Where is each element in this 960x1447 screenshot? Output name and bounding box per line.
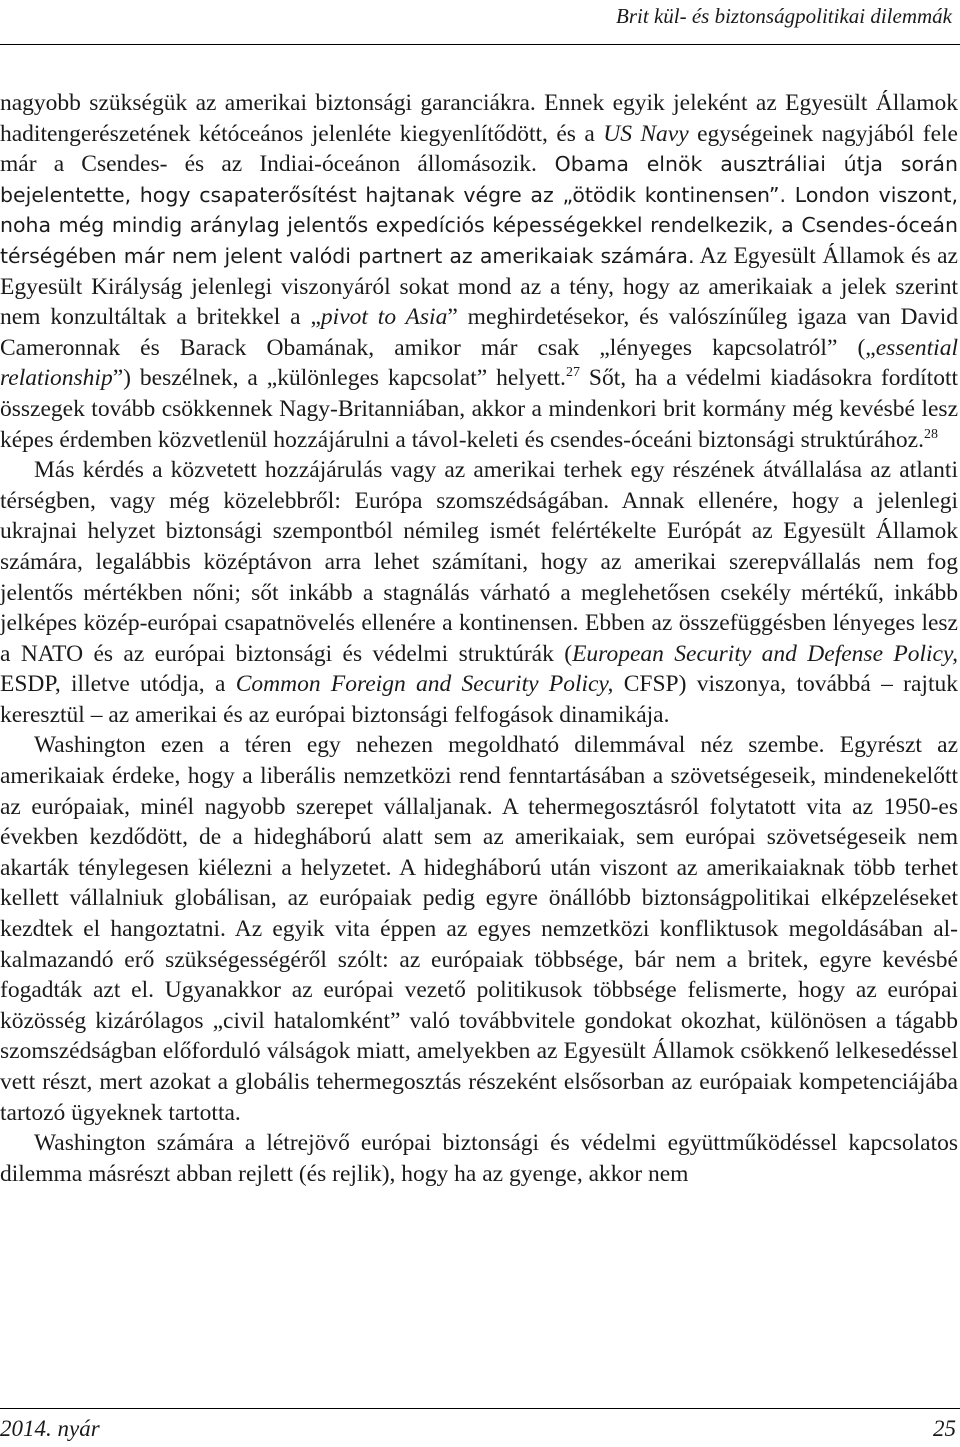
p1-text-j: Sőt, ha a védelmi kiadásokra fordított összegek tovább csökkennek Nagy-Britanniában, akkor a mindenkori brit kormány még kevésbé lesz képes érdemben közvetlenül hozzájárulni a távol-keleti és csendes-óceáni biztonsági struktúrához. <box>0 365 958 453</box>
footnote-ref-27[interactable]: 27 <box>565 365 580 381</box>
p2-text-e: CFSP) viszonya, továbbá – rajtuk keresztül – az amerikai és az európai biztonsági felfogások dinamikája. <box>0 671 958 728</box>
p1-term-us-navy: US Navy <box>603 120 689 147</box>
p1-text-e: Az Egyesült Államok és az Egyesült Királyság jelenlegi viszonyáról sokat mond az a tény, hogy az amerikaiak a jelek szerint nem konzultáltak a britekkel a „ <box>0 242 958 331</box>
p2-text-a: Más kérdés a közvetett hozzájárulás vagy az amerikai terhek egy részének átvállalása az atlanti térségben, vagy még közelebbről: Európa szomszédságában. Annak ellenére, hogy a jelenlegi ukrajnai helyzet biztonsági szempontból némileg ismét felértékelte Európát az Egyesült Államok számára, legalábbis középtávon arra lehet számítani, hogy az amerikai szerepvállalás nem fog jelentős mértékben nőni; sőt inkább a stagnálás várható a meglehetősen csekély mértékű, inkább jelképes közép-európai csapatnövelés ellenére a kontinensen. Ebben az összefüggésben lényeges lesz a NATO és az európai biztonsági és védelmi struktúrák ( <box>0 457 958 667</box>
p1-text-d: Obama elnök ausztráliai útja során bejelentette, hogy csapaterősítést hajtanak végre az „ötödik kontinensen”. London viszont, noha még mindig aránylag jelentős expedíciós képességekkel rendelkezik, a Csendes-óceán térségében már nem jelent valódi partnert az amerikaiak számára. <box>0 152 958 268</box>
p1-term-pivot-to-asia: pivot to Asia <box>320 304 448 331</box>
p1-text-g: ” meghirdetésekor, és valószínűleg igaza van David Cameronnak és Barack Obamának, amikor már csak „lényeges kapcsolatról” („ <box>0 304 958 361</box>
paragraph-2 <box>0 455 958 730</box>
p2-term-esdp: European Security and Defense Policy, <box>572 640 958 667</box>
p1-term-essential-relationship: essential relationship <box>0 334 958 392</box>
p2-text-c: ESDP, illetve utódja, a <box>0 671 236 698</box>
p2-term-cfsp: Common Foreign and Security Policy, <box>235 671 614 698</box>
paragraph-3: Washington ezen a téren egy nehezen megoldható dilemmával néz szembe. Egyrészt az amerikaiak érdeke, hogy a liberális nemzetközi rend fenntartásában a szövetségeseik, mindenekelőtt az európaiak, minél nagyobb szerepet vállaljanak. A tehermegosztásról folytatott vita az 1950-es években kezdődött, de a hidegháború alatt sem az amerikaiak, sem európai szövetségeseik nem akarták ténylegesen kiélezni a helyzetet. A hidegháború után viszont az amerikaiaknak több terhet kellett vállalniuk globálisan, az európaiak pedig egyre önállóbb biztonságpolitikai elképzeléseket kezdtek el hangoztatni. Az egyik vita éppen az egyes nemzetközi konfliktusok megoldásában alkalmazandó erő szükségességéről szólt: az európaiak többsége, bár nem a britek, egyre kevésbé fogadták azt el. Ugyanakkor az európai vezető politikusok többsége felismerte, hogy az európai közösség kizárólagos „civil hatalomként” való továbbvitele gondokat okozhat, különösen a tágabb szomszédságban előforduló válságok miatt, amelyekben az Egyesült Államok csökkenő lelkesedéssel vett részt, mert azokat a globális tehermegosztás részeként elsősorban az európaiak kompetenciájába tartozó ügyeknek tartotta. <box>0 732 958 1126</box>
p1-text-a: nagyobb szükségük az amerikai biztonsági garanciákra. Ennek egyik jeleként az Egyesült Államok haditengerészetének kétóceános jelenléte kiegyenlítődött, és a <box>0 90 958 147</box>
p1-text-i: ”) beszélnek, a „különleges kapcsolat” helyett. <box>112 365 566 392</box>
article-body <box>0 88 958 1189</box>
header-divider <box>0 44 960 45</box>
footer-issue-label: 2014. nyár <box>0 1416 100 1441</box>
running-header-title: Brit kül- és biztonságpolitikai dilemmák <box>616 4 952 28</box>
footer-page-number: 25 <box>933 1416 956 1441</box>
paragraph-1 <box>0 88 958 455</box>
paragraph-4: Washington számára a létrejövő európai biztonsági és védelmi együttműködéssel kapcsolatos dilemma másrészt abban rejlett (és rejlik), hogy ha az gyenge, akkor nem <box>0 1130 958 1187</box>
footnote-ref-28[interactable]: 28 <box>923 426 938 442</box>
footer-divider <box>0 1408 960 1409</box>
p1-text-c: egységeinek nagyjából fele már a Csendes- és az Indiai-óceánon állomásozik. <box>0 120 958 178</box>
